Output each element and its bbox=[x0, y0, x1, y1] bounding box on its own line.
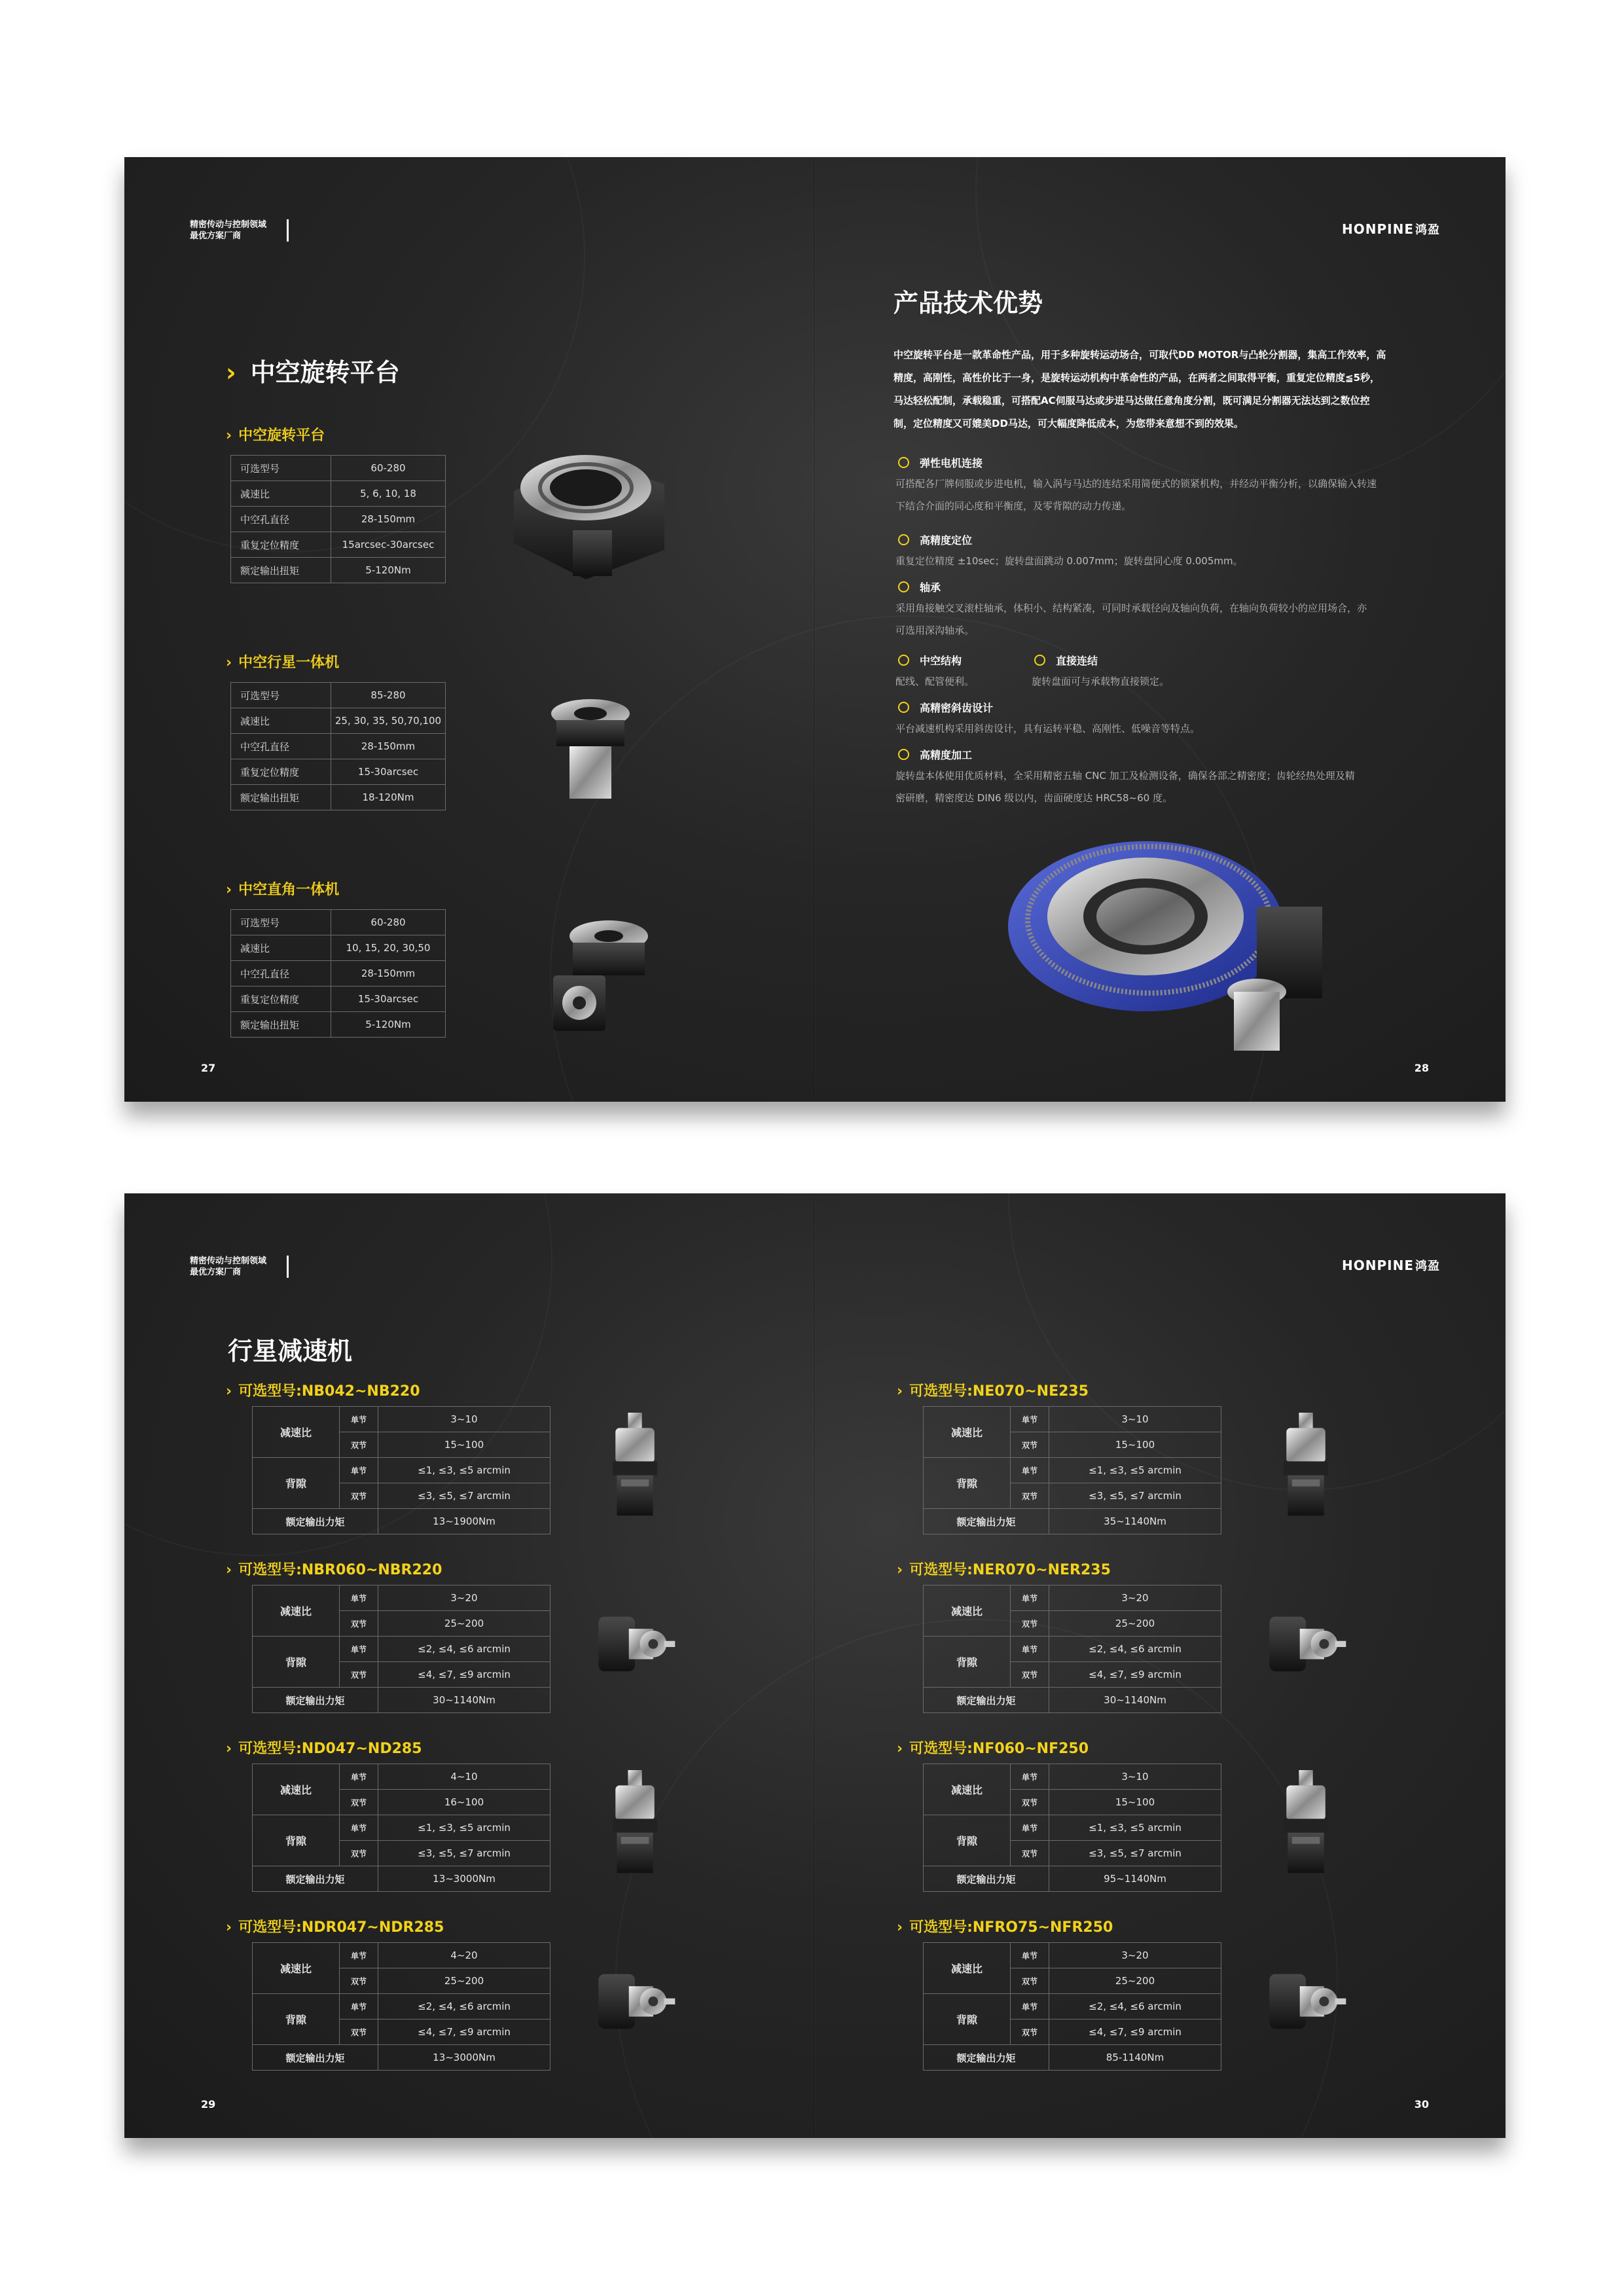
feature-helical-text: 平台减速机构采用斜齿设计，具有运转平稳、高刚性、低噪音等特点。 bbox=[895, 723, 1200, 734]
rotary-platform-hero-image bbox=[1001, 828, 1342, 1064]
feature-bullet-icon bbox=[898, 581, 909, 592]
series-title: › 可选型号:NFRO75~NFR250 bbox=[897, 1919, 1113, 1936]
hollow-rotary-platform-image bbox=[501, 432, 677, 583]
series-title: › 可选型号:NF060~NF250 bbox=[897, 1741, 1089, 1757]
series-spec-table: 减速比 单节 4~10 双节 16~100 背隙 单节 ≤1, ≤3, ≤5 arcmin 双节 ≤3, ≤5, ≤7 arcmin 额定输出力矩 13~3000Nm bbox=[252, 1764, 550, 1892]
gear-reducer-image bbox=[592, 1770, 677, 1881]
feature-precision-text: 重复定位精度 ±10sec；旋转盘面跳动 0.007mm；旋转盘同心度 0.005mm。 bbox=[895, 555, 1243, 567]
spread-planetary-reducers bbox=[124, 1193, 1506, 2138]
page-fold bbox=[814, 1193, 816, 2138]
feature-direct-text: 旋转盘面可与承载物直接锁定。 bbox=[1032, 676, 1170, 687]
header-tagline bbox=[190, 219, 266, 242]
brand-logo: HONPINE 鸿盈 bbox=[1342, 221, 1440, 237]
spec-table-hollow-right-angle: 可选型号 60-280 减速比 10, 15, 20, 30,50 中空孔直径 28-150mm 重复定位精度 15-30arcsec 额定输出扭矩 5-120Nm bbox=[230, 909, 446, 1038]
gear-reducer-image bbox=[592, 1949, 677, 2060]
gear-reducer-image bbox=[592, 1413, 677, 1524]
page-title-planetary: 行星减速机 bbox=[228, 1337, 353, 1366]
page-number-left: 27 bbox=[201, 1062, 216, 1074]
series-title: › 可选型号:NE070~NE235 bbox=[897, 1383, 1089, 1400]
series-spec-table: 减速比 单节 3~20 双节 25~200 背隙 单节 ≤2, ≤4, ≤6 arcmin 双节 ≤4, ≤7, ≤9 arcmin 额定输出力矩 85-1140Nm bbox=[923, 1942, 1221, 2071]
spec-table-hollow-planetary: 可选型号 85-280 减速比 25, 30, 35, 50,70,100 中空孔直径 28-150mm 重复定位精度 15-30arcsec 额定输出扭矩 18-120Nm bbox=[230, 682, 446, 810]
page-fold bbox=[814, 157, 816, 1102]
series-spec-table: 减速比 单节 3~20 双节 25~200 背隙 单节 ≤2, ≤4, ≤6 arcmin 双节 ≤4, ≤7, ≤9 arcmin 额定输出力矩 30~1140Nm bbox=[252, 1585, 550, 1713]
gear-reducer-image bbox=[592, 1591, 677, 1703]
series-spec-table: 减速比 单节 3~10 双节 15~100 背隙 单节 ≤1, ≤3, ≤5 arcmin 双节 ≤3, ≤5, ≤7 arcmin 额定输出力矩 95~1140Nm bbox=[923, 1764, 1221, 1892]
header-tagline bbox=[190, 1256, 266, 1278]
feature-machining: 高精度加工 bbox=[898, 747, 972, 762]
spec-table-hollow-rotary: 可选型号 60-280 减速比 5, 6, 10, 18 中空孔直径 28-150mm 重复定位精度 15arcsec-30arcsec 额定输出扭矩 5-120Nm bbox=[230, 455, 446, 583]
series-spec-table: 减速比 单节 3~20 双节 25~200 背隙 单节 ≤2, ≤4, ≤6 arcmin 双节 ≤4, ≤7, ≤9 arcmin 额定输出力矩 30~1140Nm bbox=[923, 1585, 1221, 1713]
gear-reducer-image bbox=[1263, 1770, 1348, 1881]
feature-bullet-icon bbox=[1034, 655, 1045, 666]
brand-logo: HONPINE 鸿盈 bbox=[1342, 1258, 1440, 1273]
feature-bullet-icon bbox=[898, 702, 909, 713]
feature-bearing: 轴承 bbox=[898, 579, 941, 594]
feature-flexible-motor: 弹性电机连接 bbox=[898, 455, 983, 470]
feature-direct: 直接连结 bbox=[1034, 653, 1098, 668]
feature-hollow: 中空结构 bbox=[898, 653, 962, 668]
gear-reducer-image bbox=[1263, 1949, 1348, 2060]
hollow-right-angle-image bbox=[537, 913, 655, 1038]
feature-precision: 高精度定位 bbox=[898, 532, 972, 547]
product-title-hollow-rotary: › 中空旋转平台 bbox=[226, 427, 325, 444]
product-title-hollow-planetary: › 中空行星一体机 bbox=[226, 655, 340, 671]
feature-bullet-icon bbox=[898, 457, 909, 468]
feature-bearing-text: 采用角接触交叉滚柱轴承，体积小、结构紧凑，可同时承载径向及轴向负荷，在轴向负荷较小的应用场合，亦 可选用深沟轴承。 bbox=[895, 602, 1367, 636]
hollow-planetary-image bbox=[547, 694, 635, 805]
spread-hollow-rotary bbox=[124, 157, 1506, 1102]
feature-machining-text: 旋转盘本体使用优质材料，全采用精密五轴 CNC 加工及检测设备，确保各部之精密度；齿轮经热处理及精 密研磨，精密度达 DIN6 级以内，齿面硬度达 HRC58~60 度。 bbox=[895, 770, 1355, 804]
tagline-line2: 最优方案厂商 bbox=[190, 231, 242, 241]
page-number-right: 30 bbox=[1414, 2098, 1429, 2110]
page-title-left: › 中空旋转平台 bbox=[226, 358, 400, 387]
gear-reducer-image bbox=[1263, 1413, 1348, 1524]
tagline-line1: 精密传动与控制领域 bbox=[190, 220, 267, 230]
feature-bullet-icon bbox=[898, 749, 909, 760]
series-title: › 可选型号:NBR060~NBR220 bbox=[226, 1562, 442, 1578]
page-number-right: 28 bbox=[1414, 1062, 1429, 1074]
series-title: › 可选型号:ND047~ND285 bbox=[226, 1741, 422, 1757]
feature-helical: 高精密斜齿设计 bbox=[898, 700, 993, 715]
feature-bullet-icon bbox=[898, 534, 909, 545]
gear-reducer-image bbox=[1263, 1591, 1348, 1703]
series-spec-table: 减速比 单节 3~10 双节 15~100 背隙 单节 ≤1, ≤3, ≤5 arcmin 双节 ≤3, ≤5, ≤7 arcmin 额定输出力矩 13~1900Nm bbox=[252, 1406, 550, 1534]
series-spec-table: 减速比 单节 4~20 双节 25~200 背隙 单节 ≤2, ≤4, ≤6 arcmin 双节 ≤4, ≤7, ≤9 arcmin 额定输出力矩 13~3000Nm bbox=[252, 1942, 550, 2071]
tagline-line2: 最优方案厂商 bbox=[190, 1267, 242, 1277]
series-title: › 可选型号:NDR047~NDR285 bbox=[226, 1919, 444, 1936]
product-title-hollow-right-angle: › 中空直角一体机 bbox=[226, 882, 340, 898]
tagline-line1: 精密传动与控制领域 bbox=[190, 1256, 267, 1266]
series-title: › 可选型号:NB042~NB220 bbox=[226, 1383, 420, 1400]
advantages-title: 产品技术优势 bbox=[893, 289, 1043, 317]
page-number-left: 29 bbox=[201, 2098, 216, 2110]
series-spec-table: 减速比 单节 3~10 双节 15~100 背隙 单节 ≤1, ≤3, ≤5 arcmin 双节 ≤3, ≤5, ≤7 arcmin 额定输出力矩 35~1140Nm bbox=[923, 1406, 1221, 1534]
feature-flexible-motor-text: 可搭配各厂牌伺服或步进电机，输入涡与马达的连结采用简便式的锁紧机构，并经动平衡分析，以确保输入转速 下结合介面的同心度和平衡度，及零背隙的动力传递。 bbox=[895, 478, 1377, 512]
feature-bullet-icon bbox=[898, 655, 909, 666]
series-title: › 可选型号:NER070~NER235 bbox=[897, 1562, 1111, 1578]
intro-paragraph: 中空旋转平台是一款革命性产品，用于多种旋转运动场合，可取代DD MOTOR与凸轮分割器，集高工作效率，高 精度，高刚性，高性价比于一身，是旋转运动机构中革命性的产品，在两者之间取得平衡，重复定位精度≦5秒， 马达轻松配制，承载稳重，可搭配AC伺服马达或步进马达做任意角度分割，既可满足分割器无法达到之数位控 制，定位精度又可媲美DD马达，可大幅度降低成本，为您带来意想不到的效果。 bbox=[893, 349, 1386, 429]
feature-hollow-text: 配线、配管便利。 bbox=[895, 676, 975, 687]
